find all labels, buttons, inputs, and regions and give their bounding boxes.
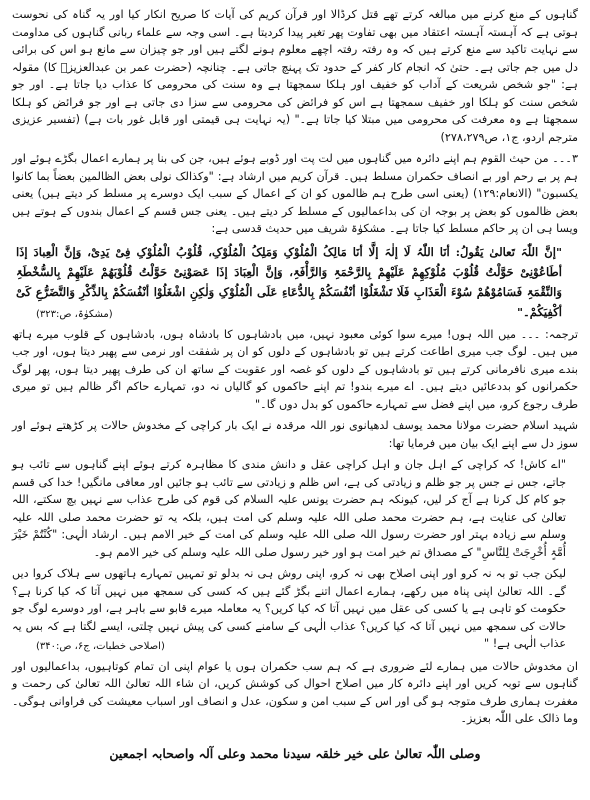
closing-benediction: وصلی اللّٰہ تعالیٰ علی خیر خلقہ سیدنا محمد وعلی آلہ واصحابہ اجمعین	[109, 745, 481, 761]
reference-islahi-khutbat: (اصلاحی خطبات، ج۶، ص:۳۴۰)	[36, 640, 165, 652]
reference-mishkat: (مشکوٰۃ، ص:۳۲۳)	[36, 308, 113, 320]
paragraph-sin-consequence: گناہوں کے منع کرنے میں مبالغہ کرتے تھے قتل کرڈالا اور قرآن کریم کی آیات کا صریح انکار کیا اور یہ گناہ کی نحوست ہوتی ہے کہ آہستہ آہستہ اعتقاد میں بھی تفاوت پھر تغیر پیدا کردیتا ہے۔ اسی وجہ سے علماء ربانی گناہوں کی مداومت سے نہایت تاکید سے منع کرتے ہیں کہ وہ رفتہ رفتہ اچھے معلوم ہونے لگتے ہیں اور جو چیزان سے مانع ہو اس کی برائی دل میں جم جاتی ہے۔ حتیٰ کہ انجام کار کفر کے حدود تک پہنچ جاتی ہے۔ چنانچہ (حضرت عمر بن عبدالعزیزؒ کا) مقولہ ہے: "جو شخص شریعت کے آداب کو خفیف اور ہلکا سمجھتا ہے وہ سنت کی محرومی کا عذاب دیا جاتا ہے۔ اور جو شخص سنت کو ہلکا اور خفیف سمجھتا ہے اس کو فرائض کی محرومی سے سزا دی جاتی ہے اور جو فرائض کو ہلکا سمجھتا ہے وہ معرفت کی محرومی میں مبتلا کیا جاتا ہے۔" (یہ نہایت ہی قیمتی اور قابل غور بات ہے) (تفسیر عزیزی مترجم اردو، ج۱، ص۲۷۸،۲۷۹)	[12, 8, 578, 144]
quote-karachi: "اے کاش! کہ کراچی کے اہل جان و اہل کراچی عقل و دانش مندی کا مظاہرہ کرتے ہوئے اپنے گناہوں سے تائب ہو جاتے، جس نے جس پر جو ظلم و زیادتی کی ہے، اس ظلم و زیادتی سے تائب ہو جائیں اور معافی مانگیں! خدا کی قسم جو کام کل کرنا ہے آج کر لیں، کیونکہ ہم حضرت یونس علیہ السلام کی قوم کی طرح عذاب سے نہیں بچ سکتے، اللہ تعالیٰ کی عنایت ہے، ہم حضرت محمد صلی اللہ علیہ وسلم کی امت ہیں، بلکہ یہ تو حضرت محمد صلی اللہ علیہ وسلم سے زیادہ بہتر اور حضرت رسول اللہ صلی اللہ علیہ وسلم کی امت کے خیر الامم ہیں۔ ارشاد الٰہی: "کُنْتُمْ خَیْرَ أُمَّۃٍ أُخْرِجَتْ لِلنَّاسِ" کے مصداق تم خیر امت ہو اور خیر رسول صلی اللہ علیہ وسلم کی خیر الامم ہو۔	[12, 458, 566, 559]
quote-warning: لیکن جب تو بہ نہ کرو اور اپنی اصلاح بھی نہ کرو، اپنی روش ہی نہ بدلو تو تمہیں تمہارے ہاتھوں سے ہلاک کروا دیں گے۔ اللہ تعالیٰ اپنی پناہ میں رکھے، ہمارے اعمال اتنے بگڑ گئے ہیں کہ کسی کی سمجھ میں نہیں آتا کہ کیا کرنا ہے؟ حکومت کو تاہی ہے یا کسی کی عقل میں نہیں آتا کہ کیا کریں؟ یہ معاملہ میرے قابو سے باہر ہے، اور دوسرے لوگ جو حالات کی سمجھ میں نہیں آتا کہ کیا کریں؟ عذاب الٰہی کے سامنے کسی کی پیش نہیں چلتی، ایسے لگتا ہے کہ بس یہ عذاب الٰہی ہے! "	[12, 567, 566, 650]
paragraph-quran-verse: ۳۔۔۔ من حیث القوم ہم اپنے دائرہ میں گناہوں میں لت پت اور ڈوبے ہوئے ہیں، جن کی بنا پر ہمارے اعمال بگڑے ہوئے اور ہم پر بے رحم اور بے انصاف حکمران مسلط ہیں۔ قرآن کریم میں ارشاد ہے: "وکذالک نولی بعض الظالمین بعضاً بما کانوا یکسبون" (الانعام:۱۲۹) (یعنی اسی طرح ہم ظالموں کو ان کے اعمال کے سبب ایک دوسرے پر مسلط کر دیتے ہیں) یعنی بعض ظالموں کو بعض پر بوجہ ان کی بداعمالیوں کے مسلط کر دیتے ہیں۔ یعنی جس قسم کے اعمال بندوں کے ہوتے ہیں ویسا ہی ان پر حاکم مسلط کیا جاتا ہے۔ مشکوٰۃ شریف میں حدیث قدسی ہے:	[12, 152, 578, 235]
paragraph-shaheed-intro: شہید اسلام حضرت مولانا محمد یوسف لدھیانوی نور اللہ مرقدہ نے ایک بار کراچی کے مخدوش حالات پر کڑھتے ہوئے اور سوز دل سے اپنے ایک بیان میں فرمایا تھا:	[12, 419, 578, 450]
paragraph-conclusion: ان مخدوش حالات میں ہمارے لئے ضروری ہے کہ ہم سب حکمران ہوں یا عوام اپنی ان تمام کوتاہیوں، بداعمالیوں اور گناہوں سے توبہ کریں اور اپنے دائرہ کار میں اصلاح احوال کی کوشش کریں، ان شاء اللہ تعالیٰ اللہ تعالیٰ کی رحمت و مغفرت ہماری طرف متوجہ ہو گی اور اس کے سبب امن و سکون، عدل و انصاف اور اسباب معیشت کی فراوانی ہوگی۔ وما ذالک علی اللّٰہ بعزیز۔	[12, 659, 578, 725]
hadith-qudsi-arabic: "إنَّ اللّٰہَ تَعالیٰ یَقُولُ: أنَا اللّٰہُ لَا إلٰہَ إلَّا أنَا مَالِکُ الْمُلُوْکِ وَمَلِکُ الْمُلُوْکِ، قُلُوْبُ الْمُلُوْکِ فِیْ یَدِیْ، وَإنَّ الْعِبادَ إذَا أطَاعُوْنِیْ حَوَّلْتُ قُلُوْبَ مُلُوْکِھِمْ عَلَیْھِمْ بِالرَّحْمَۃِ وَالرَّأْفَۃِ، وَإنَّ الْعِبَادَ إذَا عَصَوْنِیْ حَوَّلْتُ قُلُوْبَھُمْ عَلَیْھِمْ بِالسُّخْطَۃِ وَالنِّقْمَۃِ فَسَامُوْھُمْ سُوْءَ الْعَذَابِ فَلَا تَشْغَلُوْا أنْفُسَکُمْ بِالدُّعَاءِ عَلَی الْمُلُوْکِ وَلٰکِنِ اشْغَلُوْا أنْفُسَکُمْ بِالذِّکْرِ وَالتَّضَرُّعِ کَیْ أکْفِیَکُمْ۔"	[16, 244, 562, 319]
paragraph-translation: ترجمہ: ۔۔۔ میں اللہ ہوں! میرے سوا کوئی معبود نہیں، میں بادشاہوں کا بادشاہ ہوں، بادشاہوں کے قلوب میرے ہاتھ میں ہیں۔ لوگ جب میری اطاعت کرتے ہیں تو بادشاہوں کے دلوں کو ان پر شفقت اور نرمی سے پھیر دیتا ہوں، اور جب بندے میری نافرمانی کرتے ہیں تو بادشاہوں کے دلوں کو غصہ اور عقوبت کے ساتھ ان کی طرف پھیر دیتا ہوں، پھر لوگ حکمرانوں کو بددعائیں دیتے ہیں۔ اے میرے بندو! تم اپنے حاکموں کو گالیاں نہ دو، تمہارے حاکم اگر ظالم ہیں تو میری طرف رجوع کرو، میں اپنے فضل سے تمہارے حاکموں کو بدل دوں گا۔"	[12, 327, 578, 411]
